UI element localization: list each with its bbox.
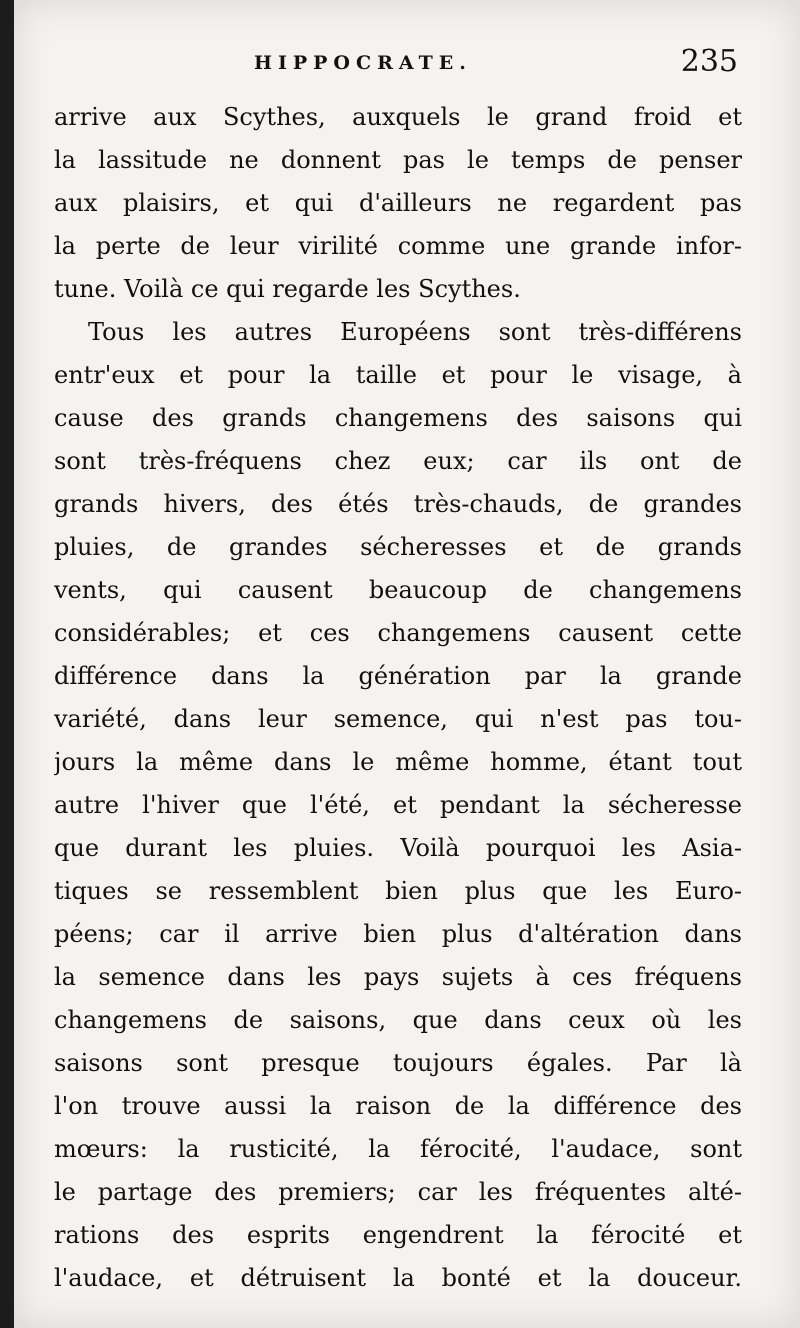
text-line: péens; car il arrive bien plus d'altération dans [54,920,742,948]
text-line: vents, qui causent beaucoup de changemens [54,576,742,604]
text-line: l'audace, et détruisent la bonté et la douceur. [54,1264,742,1292]
text-line: arrive aux Scythes, auxquels le grand froid et [54,103,742,131]
text-line: saisons sont presque toujours égales. Par là [54,1049,742,1077]
text-line: jours la même dans le même homme, étant tout [54,748,742,776]
text-line: entr'eux et pour la taille et pour le visage, à [54,361,742,389]
text-line: grands hivers, des étés très-chauds, de grandes [54,490,742,518]
text-line: considérables; et ces changemens causent cette [54,619,742,647]
text-line: la lassitude ne donnent pas le temps de penser [54,146,742,174]
text-line: Tous les autres Européens sont très-différens [88,318,742,346]
text-line: autre l'hiver que l'été, et pendant la sécheresse [54,791,742,819]
text-line: variété, dans leur semence, qui n'est pas tou- [54,705,742,733]
page-number: 235 [680,44,738,79]
running-head: HIPPOCRATE. [254,52,472,74]
text-line: tiques se ressemblent bien plus que les Euro- [54,877,742,905]
text-line: différence dans la génération par la grande [54,662,742,690]
text-line: l'on trouve aussi la raison de la différence des [54,1092,742,1120]
text-line: changemens de saisons, que dans ceux où les [54,1006,742,1034]
text-line: pluies, de grandes sécheresses et de grands [54,533,742,561]
text-line: la perte de leur virilité comme une grande infor- [54,232,742,260]
text-line: rations des esprits engendrent la férocité et [54,1221,742,1249]
text-line: la semence dans les pays sujets à ces fréquens [54,963,742,991]
text-line: que durant les pluies. Voilà pourquoi les Asia- [54,834,742,862]
text-line: cause des grands changemens des saisons qui [54,404,742,432]
page-header [14,46,800,86]
text-line: tune. Voilà ce qui regarde les Scythes. [54,275,521,303]
book-page [14,0,800,1328]
text-line: le partage des premiers; car les fréquentes alté- [54,1178,742,1206]
text-line: mœurs: la rusticité, la férocité, l'audace, sont [54,1135,742,1163]
body-text [54,96,742,1300]
text-line: aux plaisirs, et qui d'ailleurs ne regardent pas [54,189,742,217]
text-line: sont très-fréquens chez eux; car ils ont de [54,447,742,475]
